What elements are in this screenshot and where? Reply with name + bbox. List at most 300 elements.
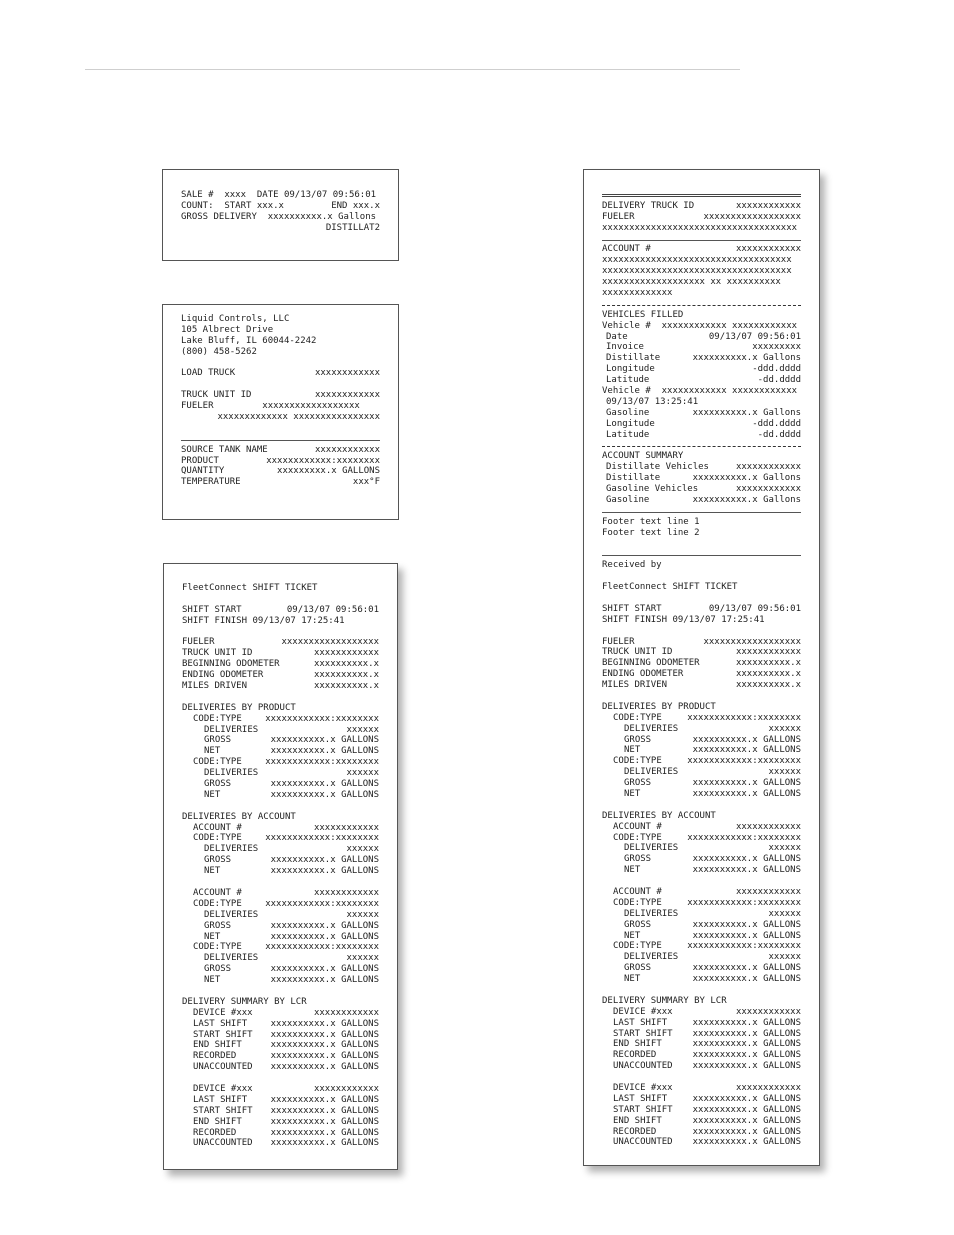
line-label: DELIVERIES BY ACCOUNT bbox=[602, 810, 716, 821]
line-label: GROSS DELIVERY xxxxxxxxxx.x Gallons bbox=[181, 211, 377, 222]
line-label: BEGINNING ODOMETER bbox=[182, 659, 280, 670]
line-label: MILES DRIVEN bbox=[182, 681, 248, 692]
line-label: NET bbox=[204, 746, 221, 757]
line-value: xxxxxxxxxx.x GALLONS bbox=[270, 1127, 379, 1138]
ticket-line bbox=[182, 703, 379, 714]
ticket-line bbox=[602, 713, 801, 724]
line-label: LAST SHIFT bbox=[613, 1093, 668, 1104]
line-label: DELIVERIES bbox=[624, 767, 679, 778]
line-value: xxxxxxxxx bbox=[752, 342, 801, 353]
ticket-line bbox=[182, 1040, 379, 1051]
ticket-line bbox=[182, 899, 379, 910]
blank-line bbox=[602, 800, 801, 811]
separator-line bbox=[602, 440, 801, 451]
blank-line bbox=[602, 985, 801, 996]
ticket-lines bbox=[182, 583, 379, 1149]
line-label: DELIVERIES bbox=[624, 843, 679, 854]
line-value: xxxxxxxxxx.x GALLONS bbox=[270, 1062, 379, 1073]
line-value: xxxxxxxxxx.x GALLONS bbox=[692, 865, 801, 876]
ticket-line bbox=[602, 1137, 801, 1148]
line-value: xxxxxxxxxx.x bbox=[313, 681, 379, 692]
line-label: GROSS bbox=[624, 778, 652, 789]
ticket-line bbox=[602, 310, 801, 321]
line-label: FUELER xxxxxxxxxxxxxxxxxx bbox=[181, 401, 360, 412]
ticket-line bbox=[182, 812, 379, 823]
line-value: xxxxxxxxxx.x GALLONS bbox=[692, 1050, 801, 1061]
line-label: DELIVERIES bbox=[624, 908, 679, 919]
line-value: DISTILLAT2 bbox=[325, 222, 380, 233]
ticket-line bbox=[602, 811, 801, 822]
line-label: SHIFT START bbox=[602, 603, 662, 614]
line-value: xxxxxxxxxx.x bbox=[735, 658, 801, 669]
blank-line bbox=[602, 571, 801, 582]
line-value: xxxxxx bbox=[346, 909, 379, 920]
ticket-line bbox=[602, 517, 801, 528]
ticket-line bbox=[602, 745, 801, 756]
line-label: DELIVERIES bbox=[624, 723, 679, 734]
ticket-line bbox=[182, 1138, 379, 1149]
ticket-line bbox=[602, 342, 801, 353]
line-label: Invoice bbox=[606, 342, 644, 353]
line-value: xxxxxxxxxx.x GALLONS bbox=[692, 1028, 801, 1039]
line-label: ACCOUNT # bbox=[193, 887, 242, 898]
ticket-line bbox=[182, 1128, 379, 1139]
ticket-line bbox=[602, 702, 801, 713]
ticket-line bbox=[181, 368, 380, 379]
ticket-line bbox=[181, 390, 380, 401]
line-label: DEVICE #xxx bbox=[193, 1083, 253, 1094]
line-value: xxxxxxxxxx.x GALLONS bbox=[692, 919, 801, 930]
line-value: xxxxxxxxxxxx bbox=[313, 1083, 379, 1094]
line-value: xxxxxxxxxx.x GALLONS bbox=[270, 1029, 379, 1040]
ticket-line bbox=[602, 1127, 801, 1138]
ticket-line bbox=[602, 364, 801, 375]
line-value: xxxxxx bbox=[346, 844, 379, 855]
ticket-line bbox=[181, 445, 380, 456]
blank-line bbox=[182, 986, 379, 997]
line-label: TRUCK UNIT ID bbox=[602, 647, 673, 658]
line-value: xxxxxxxxxxxxxxxxxx bbox=[281, 637, 379, 648]
ticket-line bbox=[181, 190, 380, 201]
line-value: xxxxxxxxxxxx:xxxxxxxx bbox=[266, 455, 380, 466]
line-label: START SHIFT bbox=[613, 1104, 673, 1115]
ticket-line bbox=[182, 681, 379, 692]
line-label: DEVICE #xxx bbox=[613, 1006, 673, 1017]
line-value: xxxxxxxxxxxx:xxxxxxxx bbox=[687, 756, 801, 767]
blank-line bbox=[181, 423, 380, 434]
ticket-line bbox=[602, 386, 801, 397]
ticket-line bbox=[602, 1116, 801, 1127]
line-label: NET bbox=[624, 745, 641, 756]
line-value: xxxxxxxxxx.x GALLONS bbox=[692, 854, 801, 865]
ticket-line bbox=[182, 1062, 379, 1073]
line-label: 09/13/07 13:25:41 bbox=[606, 396, 699, 407]
ticket-line bbox=[602, 495, 801, 506]
ticket-line bbox=[182, 768, 379, 779]
ticket-line bbox=[602, 1083, 801, 1094]
ticket-line bbox=[602, 604, 801, 615]
line-label: DELIVERIES bbox=[204, 724, 259, 735]
line-value: xxxxxxxxxxxx bbox=[313, 648, 379, 659]
ticket-line bbox=[602, 974, 801, 985]
ticket-line bbox=[602, 767, 801, 778]
line-label: GROSS bbox=[204, 735, 232, 746]
ticket-line bbox=[182, 1106, 379, 1117]
line-label: Liquid Controls, LLC bbox=[181, 314, 290, 324]
line-label: PRODUCT bbox=[181, 455, 219, 466]
ticket-line bbox=[602, 735, 801, 746]
line-label: RECORDED bbox=[613, 1050, 657, 1061]
line-value: xxxxxxxxxxxxxxxxxx bbox=[703, 636, 801, 647]
line-value: xxxxxx bbox=[346, 724, 379, 735]
ticket-line bbox=[602, 277, 801, 288]
ticket-line bbox=[182, 1019, 379, 1030]
separator-line bbox=[602, 234, 801, 245]
line-label: DELIVERY SUMMARY BY LCR bbox=[602, 995, 727, 1006]
line-label: GROSS bbox=[624, 734, 652, 745]
line-value: xxxxxxxxxx.x GALLONS bbox=[692, 1017, 801, 1028]
line-value: xxxxxxxxxx.x GALLONS bbox=[692, 1115, 801, 1126]
ticket-line bbox=[602, 724, 801, 735]
line-label: Longitude bbox=[606, 364, 655, 375]
line-value: xxxxxxxxxxxx bbox=[735, 821, 801, 832]
ticket-line bbox=[602, 669, 801, 680]
line-label: TEMPERATURE bbox=[181, 477, 241, 488]
line-label: NET bbox=[624, 865, 641, 876]
line-value: xxxxxx bbox=[768, 952, 801, 963]
line-label: END SHIFT bbox=[193, 1040, 242, 1051]
line-label: BEGINNING ODOMETER bbox=[602, 658, 700, 669]
line-value: -dd.dddd bbox=[757, 375, 801, 386]
line-value: xxxxxxxxxxxx:xxxxxxxx bbox=[265, 713, 379, 724]
line-value: xxxxxxxxxx.x GALLONS bbox=[270, 1018, 379, 1029]
ticket-line bbox=[182, 953, 379, 964]
blank-line bbox=[182, 627, 379, 638]
ticket-line bbox=[182, 975, 379, 986]
line-label: Lake Bluff, IL 60044-2242 bbox=[181, 335, 317, 346]
line-label: UNACCOUNTED bbox=[613, 1137, 673, 1148]
line-value: xxxxxxxxxxxx bbox=[314, 390, 380, 401]
ticket-line bbox=[602, 658, 801, 669]
line-label: Date bbox=[606, 331, 628, 342]
ticket-line bbox=[602, 1094, 801, 1105]
ticket-line bbox=[181, 201, 380, 212]
ticket-line bbox=[182, 790, 379, 801]
line-value: xxxxxxxxxx.x GALLONS bbox=[270, 1116, 379, 1127]
line-label: Latitude bbox=[606, 375, 650, 386]
ticket-line bbox=[602, 898, 801, 909]
line-label: (800) 458-5262 bbox=[181, 346, 257, 357]
ticket-line bbox=[602, 266, 801, 277]
line-label: QUANTITY bbox=[181, 466, 225, 477]
ticket-line bbox=[602, 822, 801, 833]
line-value: xxxxxxxxxxxx bbox=[313, 1007, 379, 1018]
ticket-line bbox=[181, 314, 380, 325]
line-value: xxxxxxxxxxxx bbox=[313, 887, 379, 898]
line-value: END xxx.x bbox=[331, 200, 380, 211]
blank-line bbox=[181, 358, 380, 369]
line-label: Longitude bbox=[606, 418, 655, 429]
line-value: xxxxxxxxxxxx:xxxxxxxx bbox=[265, 898, 379, 909]
line-label: GROSS bbox=[624, 919, 652, 930]
ticket-line bbox=[602, 647, 801, 658]
ticket-line bbox=[182, 616, 379, 627]
line-label: ACCOUNT SUMMARY bbox=[602, 451, 684, 462]
line-value: xxx°F bbox=[352, 477, 380, 488]
line-value: xxxxxx bbox=[768, 908, 801, 919]
line-label: ACCOUNT # bbox=[193, 822, 242, 833]
line-label: GROSS bbox=[204, 779, 232, 790]
ticket-line bbox=[602, 430, 801, 441]
ticket-line bbox=[602, 255, 801, 266]
ticket-line bbox=[182, 637, 379, 648]
blank-line bbox=[602, 593, 801, 604]
line-value: xxxxxx bbox=[768, 767, 801, 778]
line-value: xxxxxxxxxx.x GALLONS bbox=[692, 1126, 801, 1137]
ticket-line bbox=[602, 637, 801, 648]
ticket-line bbox=[602, 451, 801, 462]
line-value: xxxxxxxxxx.x GALLONS bbox=[692, 1137, 801, 1148]
ticket-line bbox=[182, 725, 379, 736]
line-value: xxxxxxxxxx.x GALLONS bbox=[692, 963, 801, 974]
ticket-line bbox=[182, 757, 379, 768]
line-value: xxxxxxxxxx.x bbox=[735, 669, 801, 680]
ticket-line bbox=[182, 833, 379, 844]
line-value: xxxxxxxxxxxx bbox=[735, 484, 801, 495]
line-label: FleetConnect SHIFT TICKET bbox=[602, 582, 738, 593]
line-label: xxxxxxxxxxxxx bbox=[602, 288, 673, 299]
line-label: DELIVERY TRUCK ID bbox=[602, 200, 695, 211]
ticket-line bbox=[602, 1039, 801, 1050]
ticket-line bbox=[602, 1105, 801, 1116]
line-value: xxxxxxxxxx.x Gallons bbox=[692, 473, 801, 484]
ticket-line bbox=[602, 789, 801, 800]
blank-line bbox=[602, 1072, 801, 1083]
line-label: MILES DRIVEN bbox=[602, 680, 668, 691]
line-label: RECORDED bbox=[193, 1127, 237, 1138]
line-value: 09/13/07 09:56:01 bbox=[708, 331, 801, 342]
ticket-line bbox=[182, 659, 379, 670]
ticket-line bbox=[182, 844, 379, 855]
ticket-line bbox=[182, 1095, 379, 1106]
line-label: xxxxxxxxxxxxxxxxxxx xx xxxxxxxxxx bbox=[602, 277, 781, 288]
blank-line bbox=[602, 876, 801, 887]
line-value: xxxxxxxxxx.x GALLONS bbox=[270, 1105, 379, 1116]
line-value: xxxxxxxxxx.x GALLONS bbox=[270, 931, 379, 942]
ticket-line bbox=[602, 854, 801, 865]
line-value: xxxxxxxxxx.x GALLONS bbox=[270, 735, 379, 746]
ticket-line bbox=[182, 997, 379, 1008]
line-label: CODE:TYPE bbox=[193, 833, 242, 844]
ticket-line bbox=[602, 887, 801, 898]
line-value: xxxxxxxxxx.x Gallons bbox=[692, 494, 801, 505]
separator-line bbox=[602, 506, 801, 517]
ticket-line bbox=[182, 1117, 379, 1128]
line-label: SOURCE TANK NAME bbox=[181, 444, 268, 455]
line-value: xxxxxxxxxx.x GALLONS bbox=[692, 974, 801, 985]
line-value: 09/13/07 09:56:01 bbox=[708, 603, 801, 614]
line-label: Gasoline bbox=[606, 494, 650, 505]
ticket-line bbox=[602, 321, 801, 332]
line-value: xxxxxxxxxxxx:xxxxxxxx bbox=[687, 712, 801, 723]
line-value: 09/13/07 09:56:01 bbox=[286, 604, 379, 615]
line-label: ENDING ODOMETER bbox=[182, 670, 264, 681]
line-label: NET bbox=[624, 974, 641, 985]
ticket-line bbox=[602, 560, 801, 571]
line-value: xxxxxxxxxxxx:xxxxxxxx bbox=[687, 941, 801, 952]
ticket-line bbox=[181, 223, 380, 234]
line-label: NET bbox=[204, 866, 221, 877]
line-label: DELIVERIES bbox=[204, 953, 259, 964]
line-value: xxxxxxxxxxxx bbox=[735, 1083, 801, 1094]
line-label: CODE:TYPE bbox=[613, 832, 662, 843]
line-label: RECORDED bbox=[613, 1126, 657, 1137]
blank-line bbox=[182, 877, 379, 888]
line-label: UNACCOUNTED bbox=[193, 1138, 253, 1149]
line-label: TRUCK UNIT ID bbox=[181, 390, 252, 401]
line-label: SHIFT START bbox=[182, 604, 242, 615]
ticket-lines bbox=[181, 314, 380, 488]
line-label: Distillate bbox=[606, 353, 661, 364]
line-label: Gasoline Vehicles bbox=[606, 484, 699, 495]
line-label: CODE:TYPE bbox=[193, 713, 242, 724]
delivery-ticket bbox=[583, 169, 820, 1166]
line-value: xxxxxxxxxx.x bbox=[313, 670, 379, 681]
line-value: xxxxxxxxxx.x bbox=[313, 659, 379, 670]
blank-line bbox=[182, 1073, 379, 1084]
ticket-line bbox=[602, 909, 801, 920]
line-value: xxxxxxxxxx.x GALLONS bbox=[692, 734, 801, 745]
line-label: UNACCOUNTED bbox=[193, 1062, 253, 1073]
line-label: Received by bbox=[602, 560, 662, 571]
ticket-line bbox=[182, 823, 379, 834]
ticket-line bbox=[602, 931, 801, 942]
ticket-line bbox=[182, 866, 379, 877]
line-label: NET bbox=[624, 930, 641, 941]
line-label: Latitude bbox=[606, 429, 650, 440]
ticket-line bbox=[602, 941, 801, 952]
line-label: 105 Albrect Drive bbox=[181, 324, 274, 335]
ticket-line bbox=[181, 336, 380, 347]
line-label: DELIVERIES BY PRODUCT bbox=[182, 702, 296, 713]
line-label: CODE:TYPE bbox=[193, 757, 242, 768]
line-value: xxxxxxxxxxxx bbox=[735, 462, 801, 473]
ticket-line bbox=[602, 680, 801, 691]
line-label: END SHIFT bbox=[613, 1039, 662, 1050]
line-value: xxxxxxxxxx.x GALLONS bbox=[692, 1093, 801, 1104]
ticket-line bbox=[182, 746, 379, 757]
line-label: FleetConnect SHIFT TICKET bbox=[182, 583, 318, 593]
line-label: END SHIFT bbox=[613, 1115, 662, 1126]
ticket-line bbox=[602, 528, 801, 539]
line-label: LAST SHIFT bbox=[193, 1018, 248, 1029]
ticket-line bbox=[602, 473, 801, 484]
line-label: ACCOUNT # bbox=[613, 821, 662, 832]
ticket-line bbox=[182, 932, 379, 943]
ticket-line bbox=[182, 888, 379, 899]
line-value: xxxxxxxxxx.x GALLONS bbox=[270, 975, 379, 986]
line-label: CODE:TYPE bbox=[613, 897, 662, 908]
line-label: Gasoline bbox=[606, 407, 650, 418]
line-label: Vehicle # xxxxxxxxxxxx xxxxxxxxxxxx bbox=[602, 386, 798, 397]
line-value: xxxxxxxxxxxx bbox=[735, 647, 801, 658]
line-value: xxxxxx bbox=[768, 723, 801, 734]
line-value: xxxxxxxxxxxx bbox=[735, 887, 801, 897]
line-label: START SHIFT bbox=[193, 1105, 253, 1116]
line-label: NET bbox=[624, 788, 641, 799]
ticket-line bbox=[602, 353, 801, 364]
separator-line bbox=[181, 434, 380, 445]
line-label: DEVICE #xxx bbox=[193, 1007, 253, 1018]
line-value: xxxxxx bbox=[768, 843, 801, 854]
line-value: xxxxxxxxxx.x GALLONS bbox=[270, 1051, 379, 1062]
line-label: Distillate bbox=[606, 473, 661, 484]
line-value: xxxxxxxxxxxx:xxxxxxxx bbox=[687, 832, 801, 843]
line-label: LOAD TRUCK bbox=[181, 368, 236, 379]
ticket-line bbox=[181, 325, 380, 336]
ticket-line bbox=[602, 833, 801, 844]
ticket-line bbox=[602, 920, 801, 931]
line-value: xxxxxxxxxx.x GALLONS bbox=[270, 789, 379, 800]
line-label: GROSS bbox=[204, 920, 232, 931]
line-label: NET bbox=[204, 789, 221, 800]
line-label: CODE:TYPE bbox=[613, 941, 662, 952]
ticket-line bbox=[602, 1061, 801, 1072]
line-label: FUELER bbox=[602, 636, 635, 647]
line-value: xxxxxxxxxx.x GALLONS bbox=[270, 1094, 379, 1105]
ticket-line bbox=[602, 212, 801, 223]
line-label: Footer text line 1 bbox=[602, 516, 700, 527]
ticket-line bbox=[602, 1007, 801, 1018]
line-value: xxxxxxxxxxxxxxxxxx bbox=[703, 211, 801, 222]
ticket-line bbox=[602, 952, 801, 963]
blank-line bbox=[182, 801, 379, 812]
line-label: CODE:TYPE bbox=[613, 712, 662, 723]
ticket-line bbox=[182, 964, 379, 975]
ticket-line bbox=[602, 615, 801, 626]
line-label: DELIVERIES bbox=[624, 952, 679, 963]
line-value: xxxxxxxxxxxx bbox=[735, 1006, 801, 1017]
line-label: START SHIFT bbox=[613, 1028, 673, 1039]
header-rule bbox=[85, 69, 740, 70]
blank-line bbox=[602, 691, 801, 702]
ticket-line bbox=[602, 397, 801, 408]
line-label: xxxxxxxxxxxxxxxxxxxxxxxxxxxxxxxxxxx bbox=[602, 255, 792, 266]
sale-ticket bbox=[162, 169, 399, 261]
ticket-line bbox=[182, 714, 379, 725]
ticket-line bbox=[602, 778, 801, 789]
ticket-line bbox=[181, 212, 380, 223]
ticket-line bbox=[602, 963, 801, 974]
ticket-line bbox=[602, 865, 801, 876]
line-label: SALE # xxxx DATE 09/13/07 09:56:01 bbox=[181, 190, 377, 200]
blank-line bbox=[602, 539, 801, 550]
ticket-line bbox=[602, 223, 801, 234]
ticket-line bbox=[602, 244, 801, 255]
ticket-line bbox=[182, 605, 379, 616]
line-label: GROSS bbox=[204, 964, 232, 975]
line-value: xxxxxxxxxx.x GALLONS bbox=[270, 746, 379, 757]
line-label: GROSS bbox=[204, 855, 232, 866]
line-value: xxxxxxxxxxxxx xxxxxxxxxxxxxxxx bbox=[217, 412, 380, 423]
line-label: xxxxxxxxxxxxxxxxxxxxxxxxxxxxxxxxxxxx bbox=[602, 222, 798, 233]
line-value: xxxxxx bbox=[346, 953, 379, 964]
line-value: xxxxxxxxxx.x GALLONS bbox=[692, 930, 801, 941]
blank-line bbox=[181, 379, 380, 390]
separator-line bbox=[602, 190, 801, 201]
line-label: DELIVERIES bbox=[204, 909, 259, 920]
line-label: RECORDED bbox=[193, 1051, 237, 1062]
